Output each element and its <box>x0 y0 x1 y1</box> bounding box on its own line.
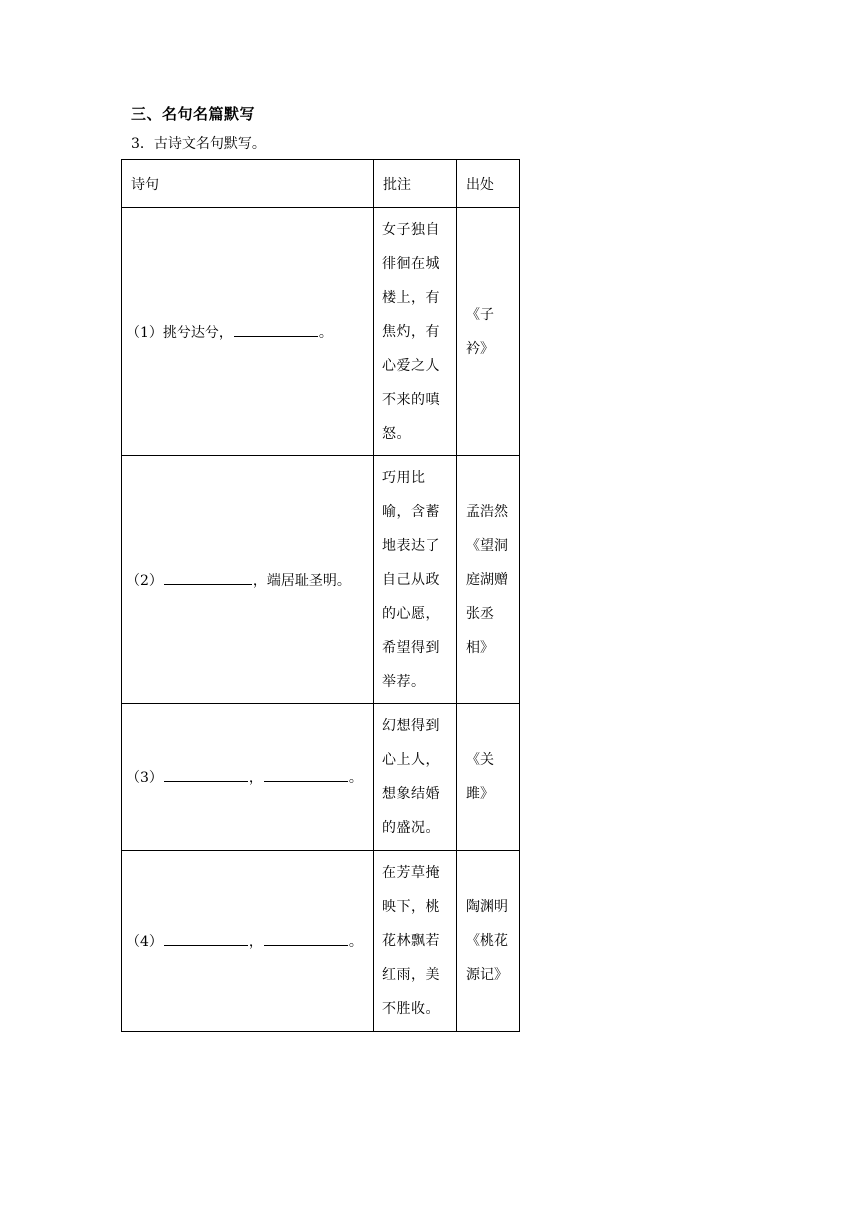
header-source: 出处 <box>457 160 520 208</box>
source-cell <box>457 208 520 456</box>
line-number: （2） <box>126 572 163 589</box>
source-text: 《子衿》 <box>466 306 494 357</box>
poem-text: 。 <box>348 934 363 950</box>
source-cell <box>457 704 520 851</box>
table-row <box>122 208 520 456</box>
source-text: 陶渊明《桃花源记》 <box>466 899 508 983</box>
note-text: 巧用比喻，含蓄地表达了自己从政的心愿，希望得到举荐。 <box>382 469 440 690</box>
answer-blank[interactable] <box>164 572 252 585</box>
note-text: 幻想得到心上人，想象结婚的盛况。 <box>382 718 440 836</box>
poem-text: 。 <box>348 770 363 786</box>
poem-text: ， <box>248 934 263 950</box>
note-cell <box>374 704 457 851</box>
table-row <box>122 704 520 851</box>
answer-blank[interactable] <box>234 324 318 337</box>
line-number: （3） <box>126 770 163 786</box>
header-poem: 诗句 <box>122 160 374 208</box>
source-text: 孟浩然《望洞庭湖赠张丞相》 <box>466 503 508 656</box>
answer-blank[interactable] <box>264 769 348 782</box>
note-text: 女子独自徘徊在城楼上，有焦灼，有心爱之人不来的嗔怒。 <box>382 221 440 442</box>
note-cell <box>374 208 457 456</box>
answer-blank[interactable] <box>164 933 248 946</box>
source-text: 《关雎》 <box>466 752 494 802</box>
header-note: 批注 <box>374 160 457 208</box>
table-row <box>122 851 520 1032</box>
poem-text: ， <box>248 770 263 786</box>
poem-cell <box>122 851 374 1032</box>
note-cell <box>374 851 457 1032</box>
section-title: 三、名句名篇默写 <box>131 105 256 123</box>
table-header-row <box>122 160 520 208</box>
line-number: （1） <box>126 324 163 341</box>
answer-blank[interactable] <box>264 933 348 946</box>
poem-text: 挑兮达兮， <box>162 324 233 341</box>
poem-table <box>121 159 520 1032</box>
note-text: 在芳草掩映下，桃花林飘若红雨，美不胜收。 <box>382 865 440 1017</box>
poem-cell <box>122 208 374 456</box>
poem-cell <box>122 704 374 851</box>
question-prompt: 3．古诗文名句默写。 <box>131 136 266 152</box>
poem-text: 。 <box>318 324 333 341</box>
poem-text: ，端居耻圣明。 <box>252 572 351 589</box>
answer-blank[interactable] <box>164 769 248 782</box>
source-cell <box>457 456 520 704</box>
source-cell <box>457 851 520 1032</box>
poem-cell <box>122 456 374 704</box>
table-row <box>122 456 520 704</box>
line-number: （4） <box>126 934 163 950</box>
note-cell <box>374 456 457 704</box>
